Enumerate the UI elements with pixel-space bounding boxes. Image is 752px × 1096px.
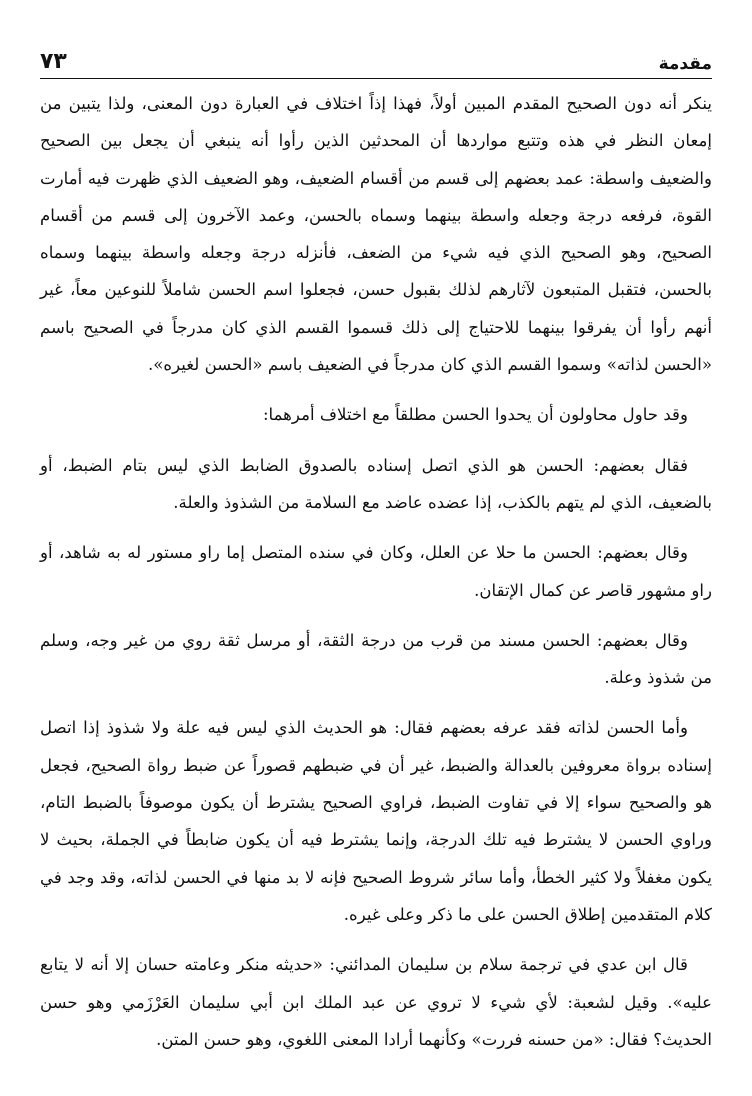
- paragraph-definition-2: وقال بعضهم: الحسن ما حلا عن العلل، وكان في سنده المتصل إما راو مستور له به شاهد، أو راو مشهور قاصر عن كمال الإتقان.: [40, 543, 712, 600]
- page-body: [40, 85, 712, 1058]
- paragraph-definition-3: وقال بعضهم: الحسن مسند من قرب من درجة الثقة، أو مرسل ثقة روي من غير وجه، وسلم من شذوذ وعلة.: [40, 630, 712, 688]
- paragraph-definition-1: فقال بعضهم: الحسن هو الذي اتصل إسناده بالصدوق الضابط الذي ليس بتام الضبط، أو بالضعيف، الذي لم يتهم بالكذب، إذا عضده عاضد مع السلامة من الشذوذ والعلة.: [40, 455, 712, 512]
- paragraph-hasan-lidhatihi: وأما الحسن لذاته فقد عرفه بعضهم فقال: هو الحديث الذي ليس فيه علة ولا شذوذ إذا اتصل إسناده برواة معروفين بالعدالة والضبط، غير أن في ضبطهم قصوراً عن ضبط رواة الصحيح، فجعل هو والصحيح سواء إلا في تفاوت الضبط، فراوي الصحيح يشترط أن يكون موصوفاً بالضبط التام، وراوي الحسن لا يشترط فيه تلك الدرجة، وإنما يشترط فيه أن يكون ضابطاً في الجملة، بحيث لا يكون مغفلاً ولا كثير الخطأ، وأما سائر شروط الصحيح فإنه لا بد منها في الحسن لذاته، وقد وجد في كلام المتقدمين إطلاق الحسن على ما ذكر وعلى غيره.: [40, 718, 712, 924]
- paragraph-ibn-adi-quote: قال ابن عدي في ترجمة سلام بن سليمان المدائني: «حديثه منكر وعامته حسان إلا أنه لا يتابع عليه». وقيل لشعبة: لأي شيء لا تروي عن عبد الملك ابن أبي سليمان العَرْزَمي وهو حسن الحديث؟ فقال: «من حسنه فررت» وكأنهما أرادا المعنى اللغوي، وهو حسن المتن.: [40, 955, 712, 1049]
- chapter-title: مقدمة: [658, 54, 712, 74]
- paragraph-continuation: ينكر أنه دون الصحيح المقدم المبين أولاً، فهذا إذاً اختلاف في العبارة دون المعنى، ولذا يتبين من إمعان النظر في هذه وتتبع مواردها أن المحدثين الذين رأوا أنه ينبغي أن يجعل بين الصحيح والضعيف واسطة: عمد بعضهم إلى قسم من أقسام الضعيف، وهو الضعيف الذي ظهرت فيه أمارت القوة، فرفعه درجة وجعله واسطة بينهما وسماه بالحسن، وعمد الآخرون إلى قسم من أقسام الصحيح، وهو الصحيح الذي فيه شيء من الضعف، فأنزله درجة وجعله واسطة بينهما وسماه بالحسن، فتقبل المتبعون لآثارهم لذلك بقبول حسن، فجعلوا اسم الحسن شاملاً للنوعين معاً، غير أنهم رأوا أن يفرقوا بينهما للاحتياج إلى ذلك قسموا القسم الذي كان مدرجاً في الصحيح باسم «الحسن لذاته» وسموا القسم الذي كان مدرجاً في الضعيف باسم «الحسن لغيره».: [40, 94, 712, 375]
- running-header: [40, 38, 712, 79]
- book-page: [40, 38, 712, 1078]
- paragraph-intro-definitions: وقد حاول محاولون أن يحدوا الحسن مطلقاً مع اختلاف أمرهما:: [262, 405, 688, 425]
- page-number: ٧٣: [40, 49, 67, 74]
